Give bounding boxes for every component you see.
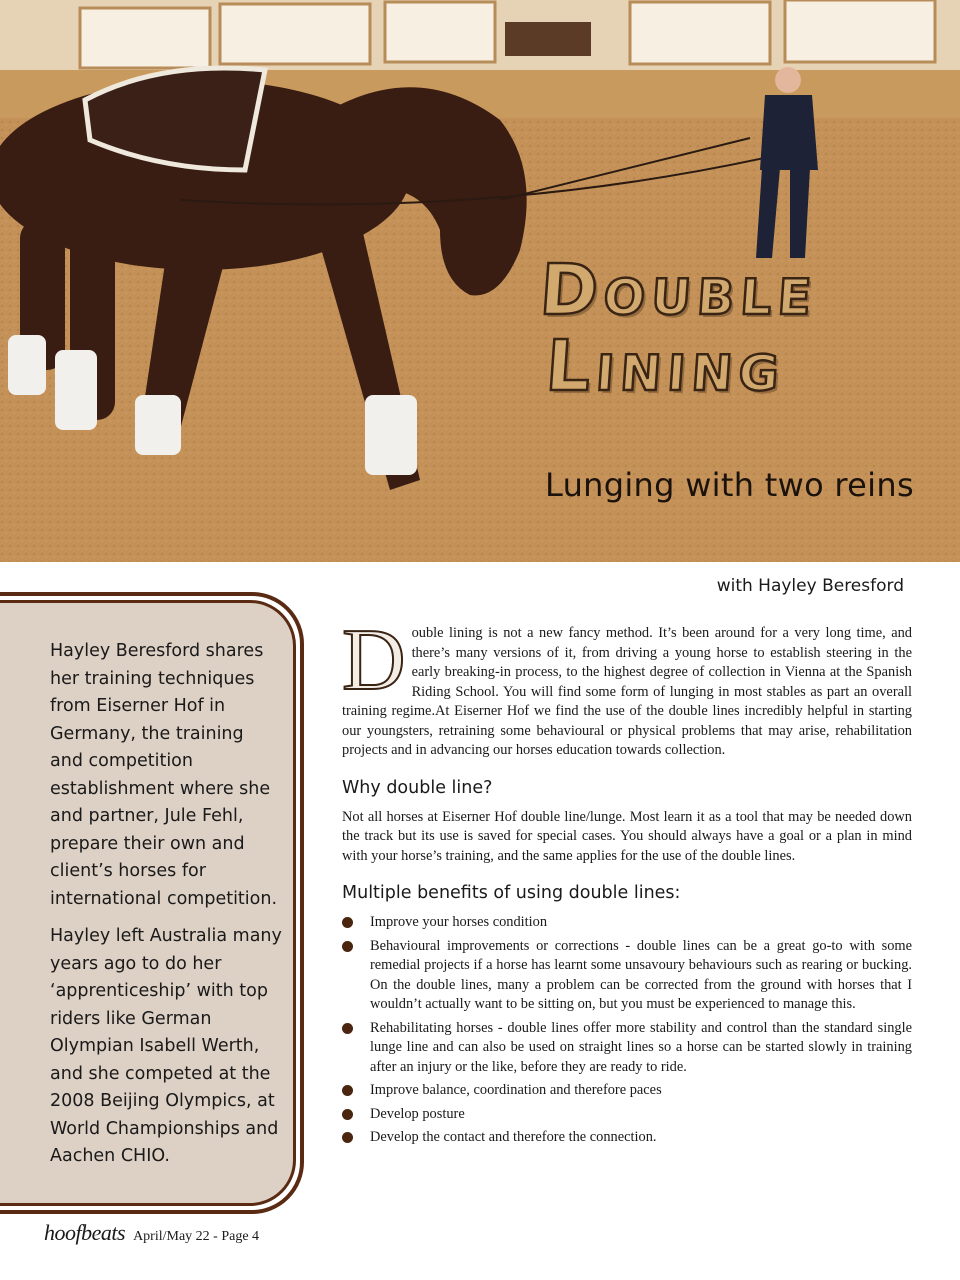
page-title-line-1: Double <box>537 249 821 331</box>
sidebar-paragraph: Hayley left Australia many years ago to do her ‘apprenticeship’ with top riders like German Olympian Isabell Werth, and she competed at the 2008 Beijing Olympics, at World Championships and Aachen CHIO. <box>50 926 282 1166</box>
section-heading-benefits: Multiple benefits of using double lines: <box>342 883 681 903</box>
bullet-icon <box>342 1132 353 1143</box>
list-item-text: Rehabilitating horses - double lines offer more stability and control than the standard single lunge line and can also be used on straight lines so a horse can be started slowly in training after an injury or the like, before they are ready to ride. <box>370 1019 912 1075</box>
brand-logo-text: hoofbeats <box>44 1220 126 1245</box>
section-heading-why: Why double line? <box>342 777 493 798</box>
bullet-icon <box>342 917 353 928</box>
list-item-text: Behavioural improvements or corrections - double lines can be a great go-to with some remedial projects if a horse has learnt some unsavoury behaviours such as rearing or bucking. On the double lines, many a problem can be corrected from the ground with horses that I wouldn’t actually want to be sitting on, but you must be experienced to manage this. <box>370 937 912 1012</box>
list-item-text: Develop the contact and therefore the connection. <box>370 1129 657 1145</box>
arena-banner <box>505 22 591 56</box>
issue-page-label: April/May 22 - Page 4 <box>133 1229 260 1244</box>
bullet-icon <box>342 1109 353 1120</box>
why-paragraph: Not all horses at Eiserner Hof double line/lunge. Most learn it as a tool that may be needed down the track but its use is saved for special cases. You should always have a goal or a plan in mind with your horse’s training, and the same applies for the use of the double lines. <box>342 808 912 864</box>
list-item-text: Improve balance, coordination and therefore paces <box>370 1082 662 1098</box>
byline: with Hayley Beresford <box>716 576 904 596</box>
bullet-icon <box>342 1023 353 1034</box>
list-item <box>342 1128 912 1148</box>
page-title-line-2: Lining <box>543 325 789 407</box>
page-subtitle: Lunging with two reins <box>545 466 914 504</box>
sidebar-text <box>50 638 282 1181</box>
page-footer <box>44 1220 259 1246</box>
benefits-list <box>342 913 912 1148</box>
list-item <box>342 1105 912 1125</box>
list-item-text: Develop posture <box>370 1105 465 1122</box>
intro-paragraph <box>342 612 912 761</box>
hero-photo <box>0 0 960 562</box>
bullet-icon <box>342 1085 353 1096</box>
bullet-icon <box>342 941 353 952</box>
list-item-text: Improve your horses condition <box>370 914 548 930</box>
list-item <box>342 913 912 933</box>
drop-cap: D <box>342 612 406 709</box>
list-item <box>342 937 912 1015</box>
article-body <box>342 612 912 1152</box>
intro-text: ouble lining is not a new fancy method. It’s been around for a very long time, and there’s many versions of it, from driving a young horse to establish steering in the early breaking-in process, to the highest degree of collection in Vienna at the Spanish Riding School. You will find some form of lunging in most stables as part an overall training regime.At Eiserner Hof we find the use of the double lines incredibly helpful in starting our youngsters, retraining some behavioural or physical problems that may arise, rehabilitation projects and in advancing our horses education towards collection. <box>342 625 912 758</box>
sidebar-paragraph: Hayley Beresford shares her training techniques from Eiserner Hof in Germany, the training and competition establishment where she and partner, Jule Fehl, prepare their own and client’s horses for international competition. <box>50 641 278 909</box>
list-item <box>342 1081 912 1101</box>
list-item <box>342 1019 912 1078</box>
